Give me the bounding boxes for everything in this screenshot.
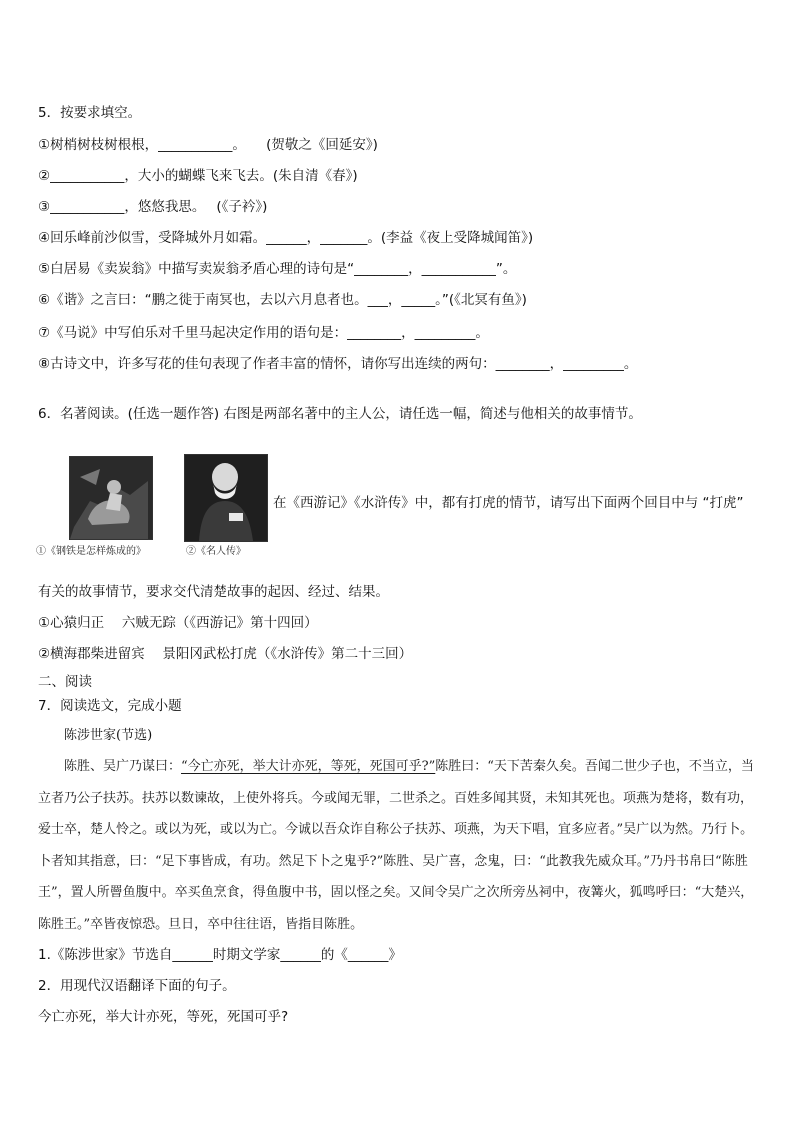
passage-title: 陈涉世家(节选): [64, 728, 153, 743]
q5-item-7: ⑦《马说》中写伯乐对千里马起决定作用的语句是：________，_________。: [38, 325, 489, 341]
q6-beside-text: 在《西游记》《水浒传》中，都有打虎的情节，请写出下面两个回目中与 “打虎”: [273, 495, 744, 511]
q5-item-4: ④回乐峰前沙似雪，受降城外月如霜。______，_______。(李益《夜上受降城闻笛》): [38, 230, 534, 246]
section-title: 二、阅读: [38, 674, 92, 690]
q5-item-3: ③___________，悠悠我思。 (《子衿》): [38, 199, 268, 215]
passage-body: 陈胜曰：“天下苦秦久矣。吾闻二世少子也，不当立，当立者乃公子扶苏。扶苏以数谏故，上使外将兵。今或闻无罪，二世杀之。百姓多闻其贤，未知其死也。项燕为楚将，数有功，爱士卒，楚人怜之。或以为死，或以为亡。今诚以吾众诈自称公子扶苏、项燕，为天下唱，宜多应者。”吴广以为然。乃行卜。卜者知其指意，曰：“足下事皆成，有功。然足下卜之鬼乎?”陈胜、吴广喜，念鬼，曰：“此教我先威众耳。”乃丹书帛曰“陈胜王”，置人所罾鱼腹中。卒买鱼烹食，得鱼腹中书，固以怪之矣。又间令吴广之次所旁丛祠中，夜篝火，狐鸣呼曰：“大楚兴，陈胜王。”卒皆夜惊恐。旦日，卒中往往语，皆指目陈胜。: [38, 759, 754, 932]
q6-title: 6．名著阅读。(任选一题作答) 右图是两部名著中的主人公，请任选一幅，简述与他相关的故事情节。: [38, 406, 642, 422]
horse-rider-image: [70, 457, 152, 539]
q5-item-8: ⑧古诗文中，许多写花的佳句表现了作者丰富的情怀，请你写出连续的两句：________，_________。: [38, 356, 638, 372]
q7-sub1: 1.《陈涉世家》节选自______时期文学家______的《______》: [38, 947, 402, 963]
caption-steel-novel: ①《钢铁是怎样炼成的》: [36, 546, 146, 557]
passage-lead: 陈胜、吴广乃谋曰：: [64, 759, 182, 774]
passage-text: [38, 751, 760, 940]
q7-sub2-sentence: 今亡亦死，举大计亦死，等死，死国可乎?: [38, 1009, 289, 1025]
q5-item-5: ⑤白居易《卖炭翁》中描写卖炭翁矛盾心理的诗句是“________，___________”。: [38, 261, 517, 277]
q6-cont-text: 有关的故事情节，要求交代清楚故事的起因、经过、结果。: [38, 584, 389, 600]
biography-illustration: [184, 454, 268, 542]
portrait-image: [185, 455, 267, 541]
caption-biography: ②《名人传》: [186, 546, 246, 557]
q6-item-1: ①心猿归正 六贼无踪（《西游记》第十四回）: [38, 615, 318, 631]
q6-item-2: ②横海郡柴进留宾 景阳冈武松打虎（《水浒传》第二十三回）: [38, 646, 413, 662]
q5-title: 5．按要求填空。: [38, 105, 142, 121]
novel-illustrations: [36, 450, 272, 560]
passage-underlined-sentence: “今亡亦死，举大计亦死，等死，死国可乎?”: [181, 759, 436, 774]
steel-novel-illustration: [69, 456, 153, 540]
q7-title: 7．阅读选文，完成小题: [38, 698, 182, 714]
q5-item-2: ②___________，大小的蝴蝶飞来飞去。(朱自清《春》): [38, 168, 358, 184]
q5-item-1: ①树梢树枝树根根，___________。 (贺敬之《回延安》): [38, 137, 378, 153]
q7-sub2: 2．用现代汉语翻译下面的句子。: [38, 978, 236, 994]
q5-item-6: ⑥《谐》之言曰：“鹏之徙于南冥也，去以六月息者也。___，_____。”(《北冥有鱼》): [38, 292, 527, 308]
